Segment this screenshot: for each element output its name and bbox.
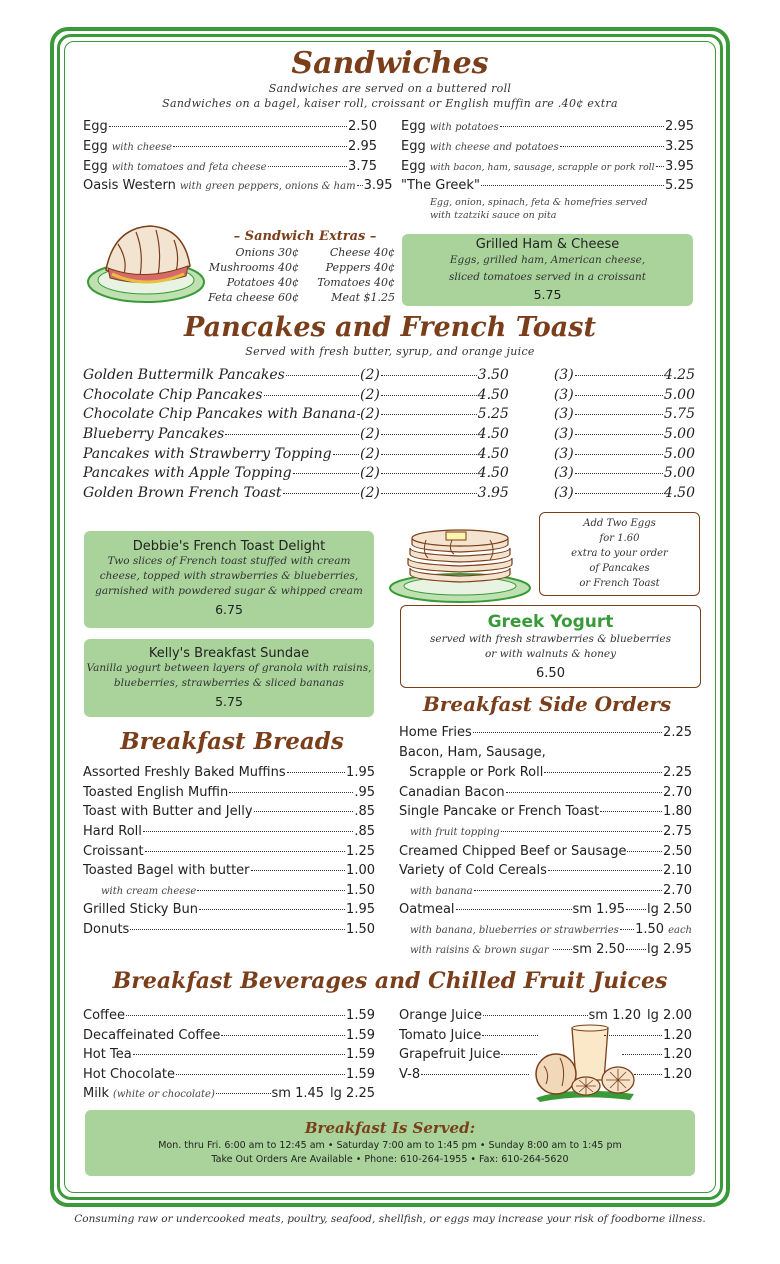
beverage-row: Coffee 1.59 xyxy=(83,1008,375,1023)
greek-yogurt-box xyxy=(400,605,701,688)
sandwiches-sub1: Sandwiches are served on a buttered roll xyxy=(268,82,512,95)
beverage-row: Tomato Juice 1.20 xyxy=(399,1028,692,1043)
side-row: Scrapple or Pork Roll 2.25 xyxy=(409,765,692,780)
croissant-sandwich-illustration xyxy=(84,220,210,306)
bread-row: Grilled Sticky Bun 1.95 xyxy=(83,902,375,917)
debbie-title: Debbie's French Toast Delight xyxy=(132,539,326,554)
served-title: Breakfast Is Served: xyxy=(304,1119,476,1137)
beverage-row: Hot Chocolate 1.59 xyxy=(83,1067,375,1082)
beverage-row: Hot Tea 1.59 xyxy=(83,1047,375,1062)
side-row: Home Fries 2.25 xyxy=(399,725,692,740)
debbie-desc: Two slices of French toast stuffed with cream xyxy=(107,555,351,567)
beverage-row: Grapefruit Juice 1.20 xyxy=(399,1047,692,1062)
side-row: Single Pancake or French Toast 1.80 xyxy=(399,804,692,819)
bread-row: with cream cheese 1.50 xyxy=(101,883,375,898)
debbie-desc: garnished with powdered sugar & whipped cream xyxy=(95,585,363,597)
sandwich-row: Egg 2.50 xyxy=(83,119,377,134)
sandwich-row: Oasis Western with green peppers, onions & ham 3.95 xyxy=(83,178,393,193)
pancake-row: Blueberry Pancakes (2) 4.50 (3) 5.00 xyxy=(83,426,695,442)
bread-row: Assorted Freshly Baked Muffins 1.95 xyxy=(83,765,375,780)
bread-row: Donuts 1.50 xyxy=(83,922,375,937)
bread-row: Toasted Bagel with butter 1.00 xyxy=(83,863,375,878)
pancake-row: Pancakes with Strawberry Topping (2) 4.50 (3) 5.00 xyxy=(83,446,695,462)
breads-title: Breakfast Breads xyxy=(120,728,344,755)
kelly-price: 5.75 xyxy=(215,694,243,709)
grilled-ham-cheese-box xyxy=(402,234,693,306)
pancakes-sub: Served with fresh butter, syrup, and orange juice xyxy=(245,345,535,358)
side-row: Canadian Bacon 2.70 xyxy=(399,785,692,800)
beverage-row: Decaffeinated Coffee 1.59 xyxy=(83,1028,375,1043)
add-eggs-box: Add Two Eggs for 1.60 extra to your order of Pancakes or French Toast xyxy=(539,512,700,596)
pancake-row: Chocolate Chip Pancakes with Banana (2) 5.25 (3) 5.75 xyxy=(83,406,695,422)
side-row: Oatmeal sm 1.95 lg 2.50 xyxy=(399,902,692,917)
bread-row: Croissant 1.25 xyxy=(83,844,375,859)
breakfast-served-box xyxy=(85,1110,695,1176)
greek-yogurt-title: Greek Yogurt xyxy=(487,612,614,632)
beverage-row: Orange Juice sm 1.20 lg 2.00 xyxy=(399,1008,692,1023)
debbie-price: 6.75 xyxy=(215,602,243,617)
sandwiches-title: Sandwiches xyxy=(291,46,489,81)
kelly-title: Kelly's Breakfast Sundae xyxy=(148,646,310,661)
pancake-row: Golden Brown French Toast (2) 3.95 (3) 4.50 xyxy=(83,485,695,501)
sandwiches-sub2: Sandwiches on a bagel, kaiser roll, croissant or English muffin are .40¢ extra xyxy=(162,97,618,110)
side-row: Variety of Cold Cereals 2.10 xyxy=(399,863,692,878)
side-row: with banana, blueberries or strawberries 1.50 each xyxy=(410,922,692,937)
sandwich-row: Egg with cheese and potatoes 3.25 xyxy=(401,139,694,154)
side-row: with banana 2.70 xyxy=(410,883,692,898)
foodborne-disclaimer: Consuming raw or undercooked meats, poultry, seafood, shellfish, or eggs may increase your risk of foodborne illness. xyxy=(74,1213,706,1225)
served-hours: Mon. thru Fri. 6:00 am to 12:45 am • Saturday 7:00 am to 1:45 pm • Sunday 8:00 am to 1:45 pm xyxy=(158,1140,622,1151)
bread-row: Toasted English Muffin .95 xyxy=(83,785,375,800)
pancake-row: Chocolate Chip Pancakes (2) 4.50 (3) 5.00 xyxy=(83,387,695,403)
pancake-row: Golden Buttermilk Pancakes (2) 3.50 (3) 4.25 xyxy=(83,367,695,383)
beverage-row: V-8 1.20 xyxy=(399,1067,692,1082)
pancakes-title: Pancakes and French Toast xyxy=(184,312,596,343)
yogurt-desc: or with walnuts & honey xyxy=(484,648,617,660)
yogurt-price: 6.50 xyxy=(536,666,565,681)
sides-title: Breakfast Side Orders xyxy=(422,692,672,716)
kelly-box xyxy=(84,639,374,717)
sandwich-extras-list: Onions 30¢ Cheese 40¢ Mushrooms 40¢ Peppers 40¢ Potatoes 40¢ Tomatoes 40¢ Feta cheese 60¢ Meat $1.25 xyxy=(208,246,395,304)
sandwich-row: Egg with bacon, ham, sausage, scrapple or pork roll 3.95 xyxy=(401,159,694,174)
sandwich-row: Egg with potatoes 2.95 xyxy=(401,119,694,134)
pancake-row: Pancakes with Apple Topping (2) 4.50 (3) 5.00 xyxy=(83,465,695,481)
side-row: Creamed Chipped Beef or Sausage 2.50 xyxy=(399,844,692,859)
debbie-desc: cheese, topped with strawberries & blueberries, xyxy=(99,570,359,582)
sandwich-extras-title: – Sandwich Extras – xyxy=(233,229,377,244)
grilled-desc: sliced tomatoes served in a croissant xyxy=(449,271,646,283)
bread-row: Toast with Butter and Jelly .85 xyxy=(83,804,375,819)
side-row: with fruit topping 2.75 xyxy=(410,824,692,839)
grilled-title: Grilled Ham & Cheese xyxy=(475,237,620,252)
grilled-desc: Eggs, grilled ham, American cheese, xyxy=(449,254,646,266)
beverages-title: Breakfast Beverages and Chilled Fruit Juices xyxy=(112,968,668,994)
grilled-price: 5.75 xyxy=(533,287,562,302)
side-row: Bacon, Ham, Sausage, xyxy=(399,745,546,760)
sandwich-row: Egg with cheese 2.95 xyxy=(83,139,377,154)
greek-description: Egg, onion, spinach, feta & homefries served with tzatziki sauce on pita xyxy=(430,197,648,221)
side-row: with raisins & brown sugar sm 2.50 lg 2.95 xyxy=(410,942,692,957)
sandwich-row: Egg with tomatoes and feta cheese 3.75 xyxy=(83,159,377,174)
served-contact: Take Out Orders Are Available • Phone: 610-264-1955 • Fax: 610-264-5620 xyxy=(211,1154,569,1165)
kelly-desc: blueberries, strawberries & sliced bananas xyxy=(113,677,345,689)
kelly-desc: Vanilla yogurt between layers of granola with raisins, xyxy=(86,662,372,674)
debbie-box xyxy=(84,531,374,628)
yogurt-desc: served with fresh strawberries & blueberries xyxy=(430,633,671,645)
pancake-stack-illustration xyxy=(386,518,534,606)
bread-row: Hard Roll .85 xyxy=(83,824,375,839)
beverage-row: Milk (white or chocolate) sm 1.45 lg 2.25 xyxy=(83,1086,375,1101)
sandwich-row: "The Greek" 5.25 xyxy=(401,178,694,193)
